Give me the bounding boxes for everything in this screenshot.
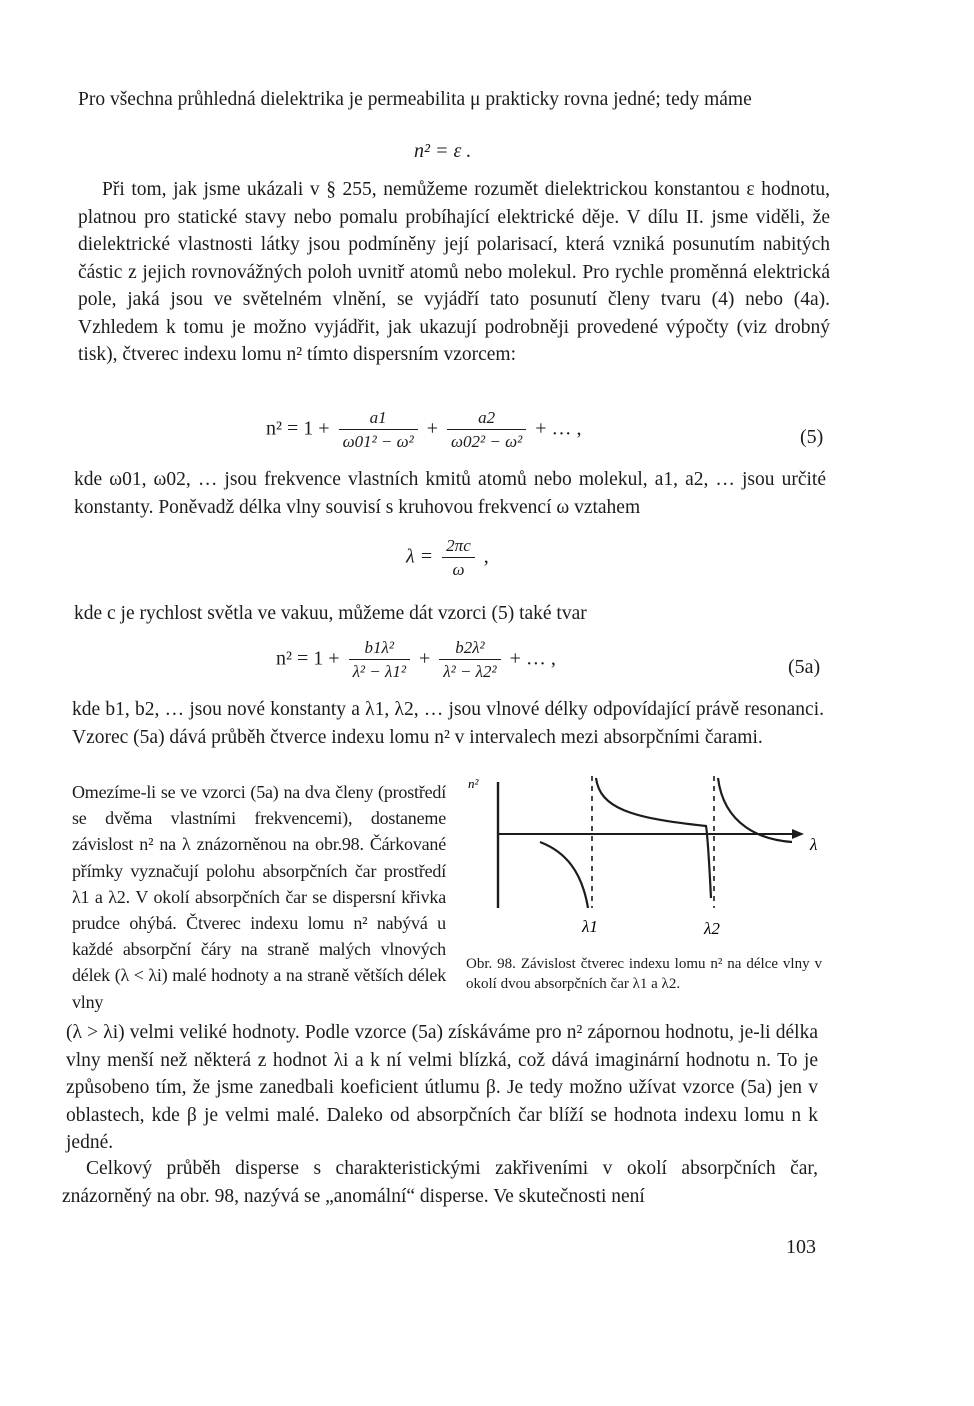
- eq5-term1-num: a1: [339, 408, 418, 430]
- curve-segment-middle: [596, 778, 711, 898]
- paragraph-resonance: kde b1, b2, … jsou nové konstanty a λ1, λ2, … jsou vlnové délky odpovídající právě resonanci. Vzorec (5a) dává průběh čtverce indexu lomu n² v intervalech mezi absorpčními čarami.: [72, 699, 824, 748]
- eq-lambda-num: 2πc: [442, 536, 475, 558]
- eq5a-term2-num: b2λ²: [439, 638, 500, 660]
- equation-5-number: (5): [800, 426, 824, 448]
- paragraph-two-terms: Omezíme-li se ve vzorci (5a) na dva členy (prostředí se dvěma vlastními frekvencemi), dostaneme závislost n² na λ znázorněnou na obr.98. Čárkované přímky vyznačují polohu absorpčních čar prostředí λ1 a λ2. V okolí absorpčních čar se dispersní křivka prudce ohýbá. Čtverec indexu lomu n² nabývá u každé absorpční čáry na straně malých vlnových délek (λ < λi) malé hodnoty a na straně větších délek vlny: [72, 782, 446, 1012]
- paragraph-frequencies: kde ω01, ω02, … jsou frekvence vlastních kmitů atomů nebo molekul, a1, a2, … jsou určité konstanty. Poněvadž délka vlny souvisí s kruhovou frekvencí ω vztahem: [74, 469, 826, 518]
- eq-lambda-lhs: λ =: [406, 545, 434, 568]
- eq5-term2-num: a2: [447, 408, 526, 430]
- eq5a-tail: + … ,: [509, 647, 556, 670]
- y-axis-label: n²: [468, 776, 479, 791]
- x-axis-arrow-icon: [792, 829, 804, 839]
- eq5-plus: +: [426, 417, 439, 440]
- equation-5a: [276, 638, 556, 682]
- figure-caption: Obr. 98. Závislost čtverec indexu lomu n² na délce vlny v okolí dvou absorpčních čar λ1 a λ2.: [466, 956, 822, 992]
- equation-lambda: [406, 536, 489, 580]
- curve-segment-right: [718, 778, 792, 842]
- equation-5a-number: (5a): [788, 656, 821, 678]
- eq5a-term1-num: b1λ²: [349, 638, 410, 660]
- eq-lambda-tail: ,: [483, 545, 489, 568]
- paragraph-intro: Pro všechna průhledná dielektrika je permeabilita μ prakticky rovna jedné; tedy máme: [78, 89, 752, 110]
- line2-label: λ2: [704, 919, 720, 938]
- eq5-tail: + … ,: [535, 417, 582, 440]
- eq5a-term2: [439, 638, 500, 682]
- curve-segment-left: [540, 842, 588, 908]
- eq5a-term2-den: λ² − λ2²: [443, 662, 497, 681]
- eq5a-term1: [349, 638, 410, 682]
- eq5-term2: [447, 408, 526, 452]
- equation-n2-eps: n² = ε .: [414, 140, 472, 162]
- eq5-term1: [339, 408, 418, 452]
- x-axis-label: λ: [810, 835, 818, 854]
- paragraph-dielectric: Při tom, jak jsme ukázali v § 255, nemůžeme rozumět dielektrickou konstantou ε hodnotu, platnou pro statické stavy nebo pomalu probíhající elektrické děje. V dílu II. jsme viděli, že dielektrické vlastnosti látky jsou podmíněny její polarisací, která vzniká posunutím nabitých částic z jejich rovnovážných poloh uvnitř atomů nebo molekul. Pro rychle proměnná elektrická pole, jaká jsou ve světelném vlnění, se vyjádří tato posunutí členy tvaru (4) nebo (4a). Vzhledem k tomu je možno vyjádřit, jak ukazují podrobněji provedené výpočty (viz drobný tisk), čtverec indexu lomu n² tímto dispersním vzorcem:: [78, 179, 830, 365]
- page-number: 103: [786, 1236, 816, 1258]
- paragraph-anomalous: Celkový průběh disperse s charakteristickými zakřiveními v okolí absorpčních čar, znázorněný na obr. 98, nazývá se „anomální“ disperse. Ve skutečnosti není: [62, 1158, 818, 1207]
- eq-lambda-frac: [442, 536, 475, 580]
- eq5-lhs: n² = 1 +: [266, 417, 330, 440]
- eq5a-term1-den: λ² − λ1²: [352, 662, 406, 681]
- dispersion-plot: [462, 768, 832, 946]
- paragraph-light-speed: kde c je rychlost světla ve vakuu, můžeme dát vzorci (5) také tvar: [74, 603, 587, 624]
- eq5-term1-den: ω01² − ω²: [342, 432, 414, 451]
- eq5a-lhs: n² = 1 +: [276, 647, 340, 670]
- equation-5: [266, 408, 581, 452]
- line1-label: λ1: [582, 917, 598, 936]
- eq-lambda-den: ω: [452, 560, 465, 579]
- eq5-term2-den: ω02² − ω²: [451, 432, 523, 451]
- eq5a-plus: +: [418, 647, 431, 670]
- figure-98: [462, 768, 832, 946]
- paragraph-negative-n2: (λ > λi) velmi veliké hodnoty. Podle vzorce (5a) získáváme pro n² zápornou hodnotu, je-li délka vlny menší než některá z hodnot λi a k ní velmi blízká, což dává imaginární hodnotu n. To je způsobeno tím, že jsme zanedbali koeficient útlumu β. Je tedy možno užívat vzorce (5a) jen v oblastech, kde β je velmi malé. Daleko od absorpčních čar blíží se hodnota indexu lomu n k jedné.: [66, 1022, 818, 1153]
